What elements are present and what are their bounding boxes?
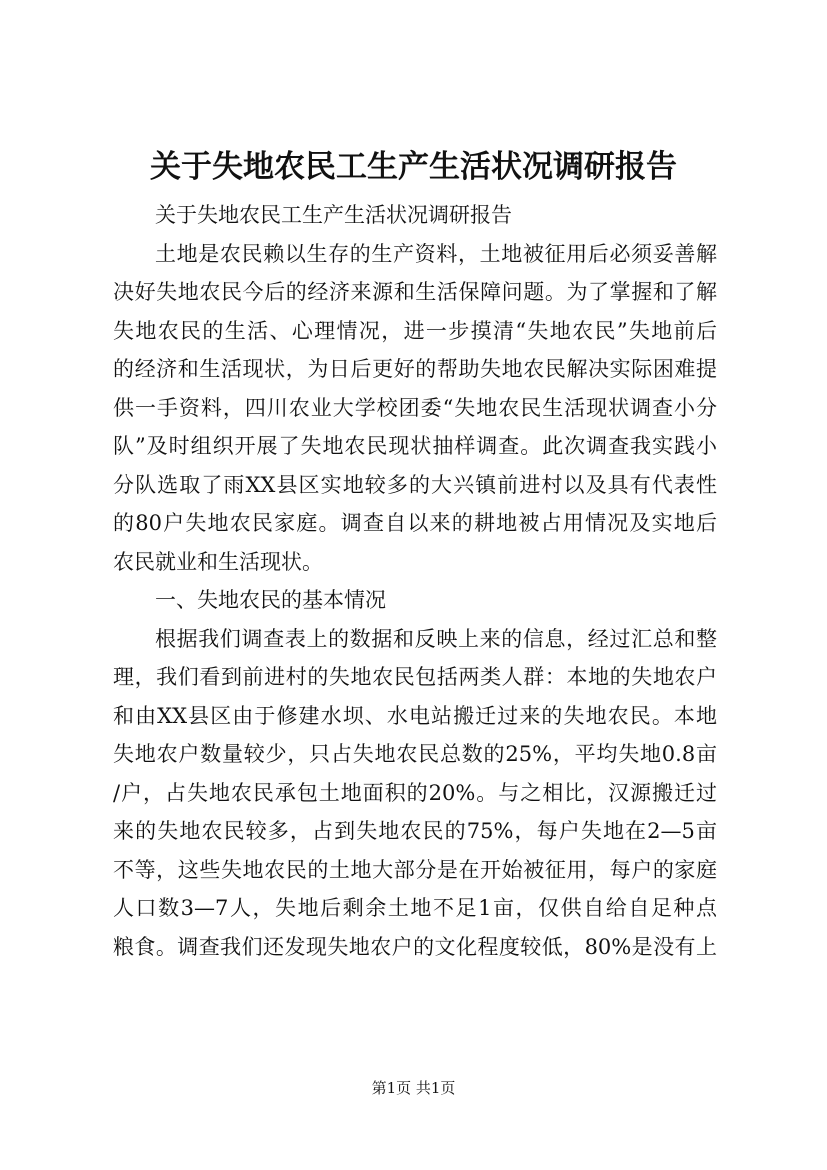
paragraph-line: 的经济和生活现状，为日后更好的帮助失地农民解决实际困难提 [113,357,717,381]
subtitle-line: 关于失地农民工生产生活状况调研报告 [155,203,512,227]
paragraph-line: 土地是农民赖以生存的生产资料，土地被征用后必须妥善解 [155,241,717,266]
paragraph-line: 不等，这些失地农民的土地大部分是在开始被征用，每户的家庭 [113,857,717,882]
paragraph-line: 失地农民的生活、心理情况，进一步摸清“失地农民”失地前后 [113,318,717,343]
document-body [113,196,717,966]
paragraph-line: 粮食。调查我们还发现失地农户的文化程度较低，80%是没有上 [113,934,717,959]
paragraph-line: 根据我们调查表上的数据和反映上来的信息，经过汇总和整 [155,626,717,651]
paragraph-line: 农民就业和生活现状。 [113,549,323,574]
paragraph-line: 决好失地农民今后的经济来源和生活保障问题。为了掌握和了解 [113,280,717,304]
paragraph-line: 理，我们看到前进村的失地农民包括两类人群：本地的失地农户 [113,665,717,689]
paragraph-line: 供一手资料，四川农业大学校团委“失地农民生活现状调查小分 [113,395,717,420]
paragraph-line: 队”及时组织开展了失地农民现状抽样调查。此次调查我实践小 [113,434,717,458]
paragraph-line: /户，占失地农民承包土地面积的20%。与之相比，汉源搬迁过 [113,780,717,805]
page-footer: 第1页 共1页 [371,1079,456,1097]
paragraph-line: 和由XX县区由于修建水坝、水电站搬迁过来的失地农民。本地 [113,703,717,728]
paragraph-line: 分队选取了雨XX县区实地较多的大兴镇前进村以及具有代表性 [113,472,717,497]
document-title: 关于失地农民工生产生活状况调研报告 [150,149,677,185]
paragraph-line: 的80户失地农民家庭。调查自以来的耕地被占用情况及实地后 [113,511,717,535]
paragraph-line: 来的失地农民较多，占到失地农民的75%，每户失地在2—5亩 [113,819,717,843]
paragraph-line: 人口数3—7人，失地后剩余土地不足1亩，仅供自给自足种点 [113,896,717,920]
section-heading: 一、失地农民的基本情况 [155,588,386,612]
paragraph-line: 失地农户数量较少，只占失地农民总数的25%，平均失地0.8亩 [113,742,717,766]
